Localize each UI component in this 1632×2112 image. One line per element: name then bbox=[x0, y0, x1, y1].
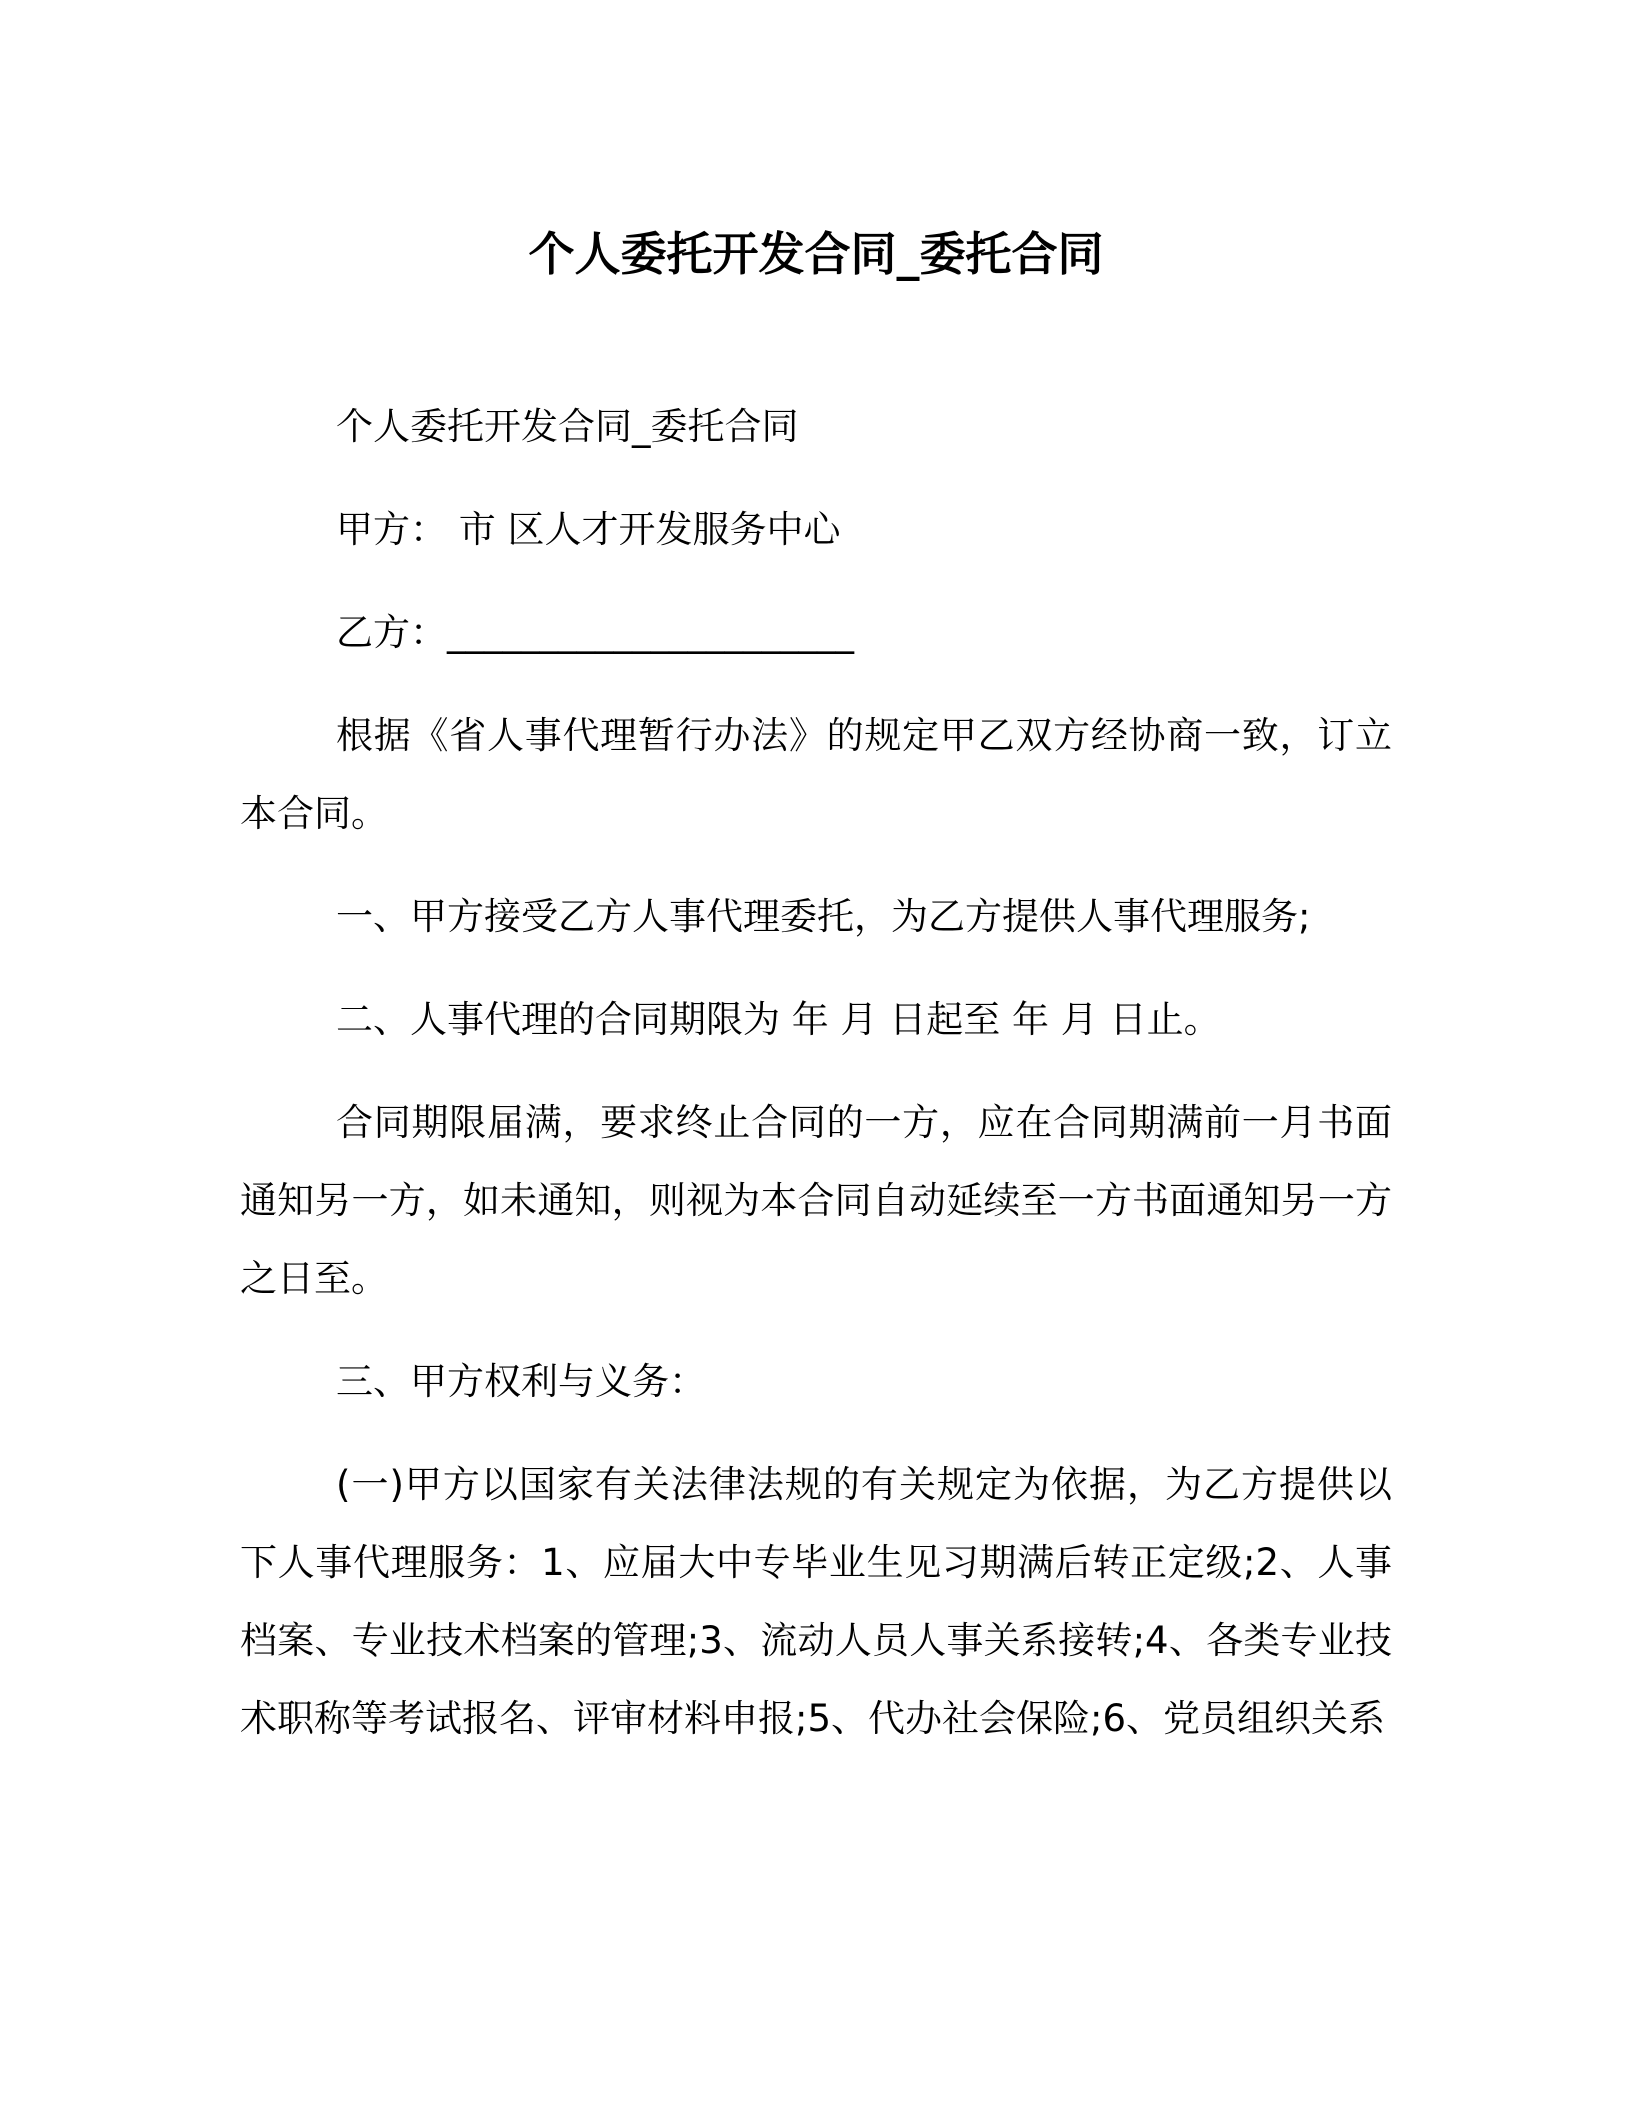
paragraph-clause-3: 三、甲方权利与义务： bbox=[336, 1360, 706, 1403]
paragraph-subtitle: 个人委托开发合同_委托合同 bbox=[336, 405, 799, 448]
paragraph-clause-2: 二、人事代理的合同期限为 年 月 日起至 年 月 日止。 bbox=[336, 998, 1221, 1041]
paragraph-clause-3-1: (一)甲方以国家有关法律法规的有关规定为依据，为乙方提供以下人事代理服务：1、应届大中专毕业生见习期满后转正定级;2、人事档案、专业技术档案的管理;3、流动人员人事关系接转;4、各类专业技术职称等考试报名、评审材料申报;5、代办社会保险;6、党员组织关系 bbox=[240, 1463, 1392, 1740]
document-title: 个人委托开发合同_委托合同 bbox=[528, 227, 1104, 281]
paragraph-basis: 根据《省人事代理暂行办法》的规定甲乙双方经协商一致，订立本合同。 bbox=[240, 714, 1392, 835]
paragraph-party-b: 乙方：______________________ bbox=[336, 611, 854, 654]
paragraph-party-a: 甲方： 市 区人才开发服务中心 bbox=[336, 508, 841, 551]
paragraph-clause-1: 一、甲方接受乙方人事代理委托，为乙方提供人事代理服务; bbox=[336, 895, 1311, 938]
document-body bbox=[240, 388, 1392, 1783]
paragraph-term-expiry: 合同期限届满，要求终止合同的一方，应在合同期满前一月书面通知另一方，如未通知，则视为本合同自动延续至一方书面通知另一方之日至。 bbox=[240, 1101, 1392, 1300]
